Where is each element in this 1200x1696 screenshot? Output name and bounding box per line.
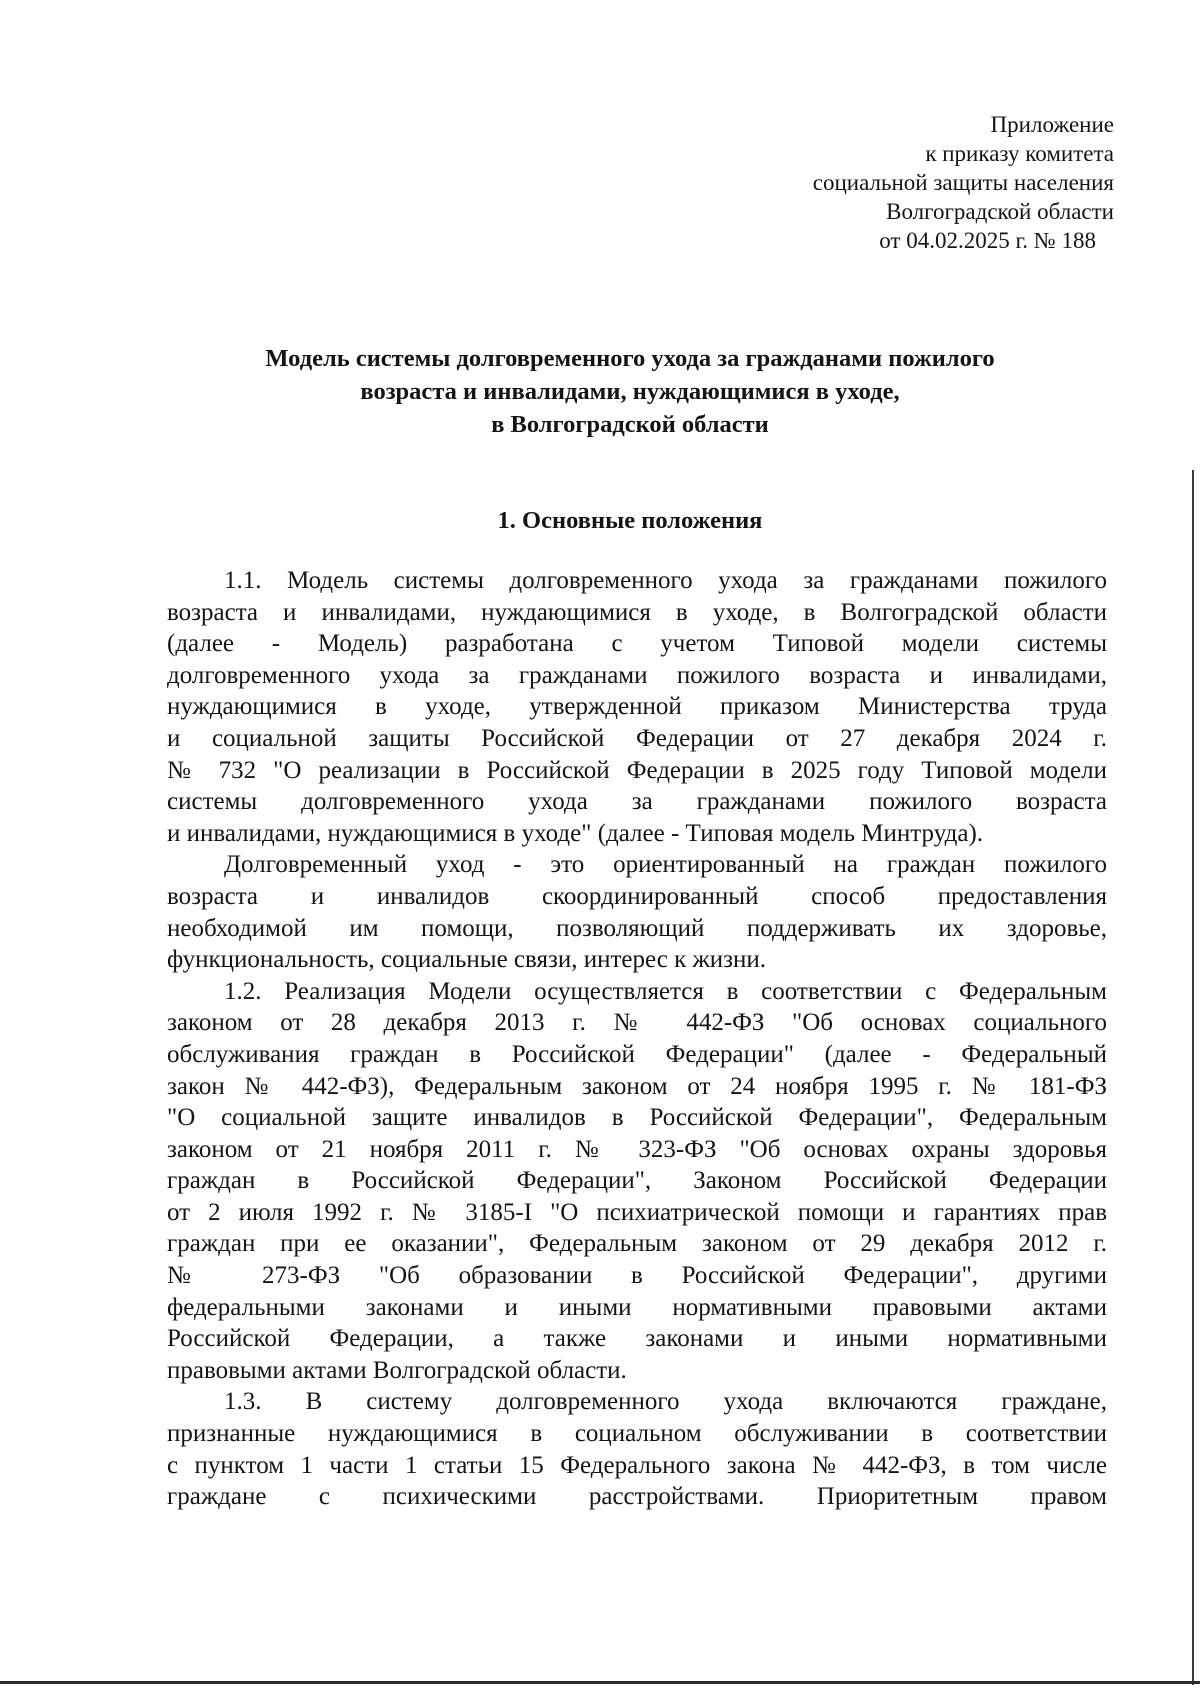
title-line: в Волгоградской области: [491, 411, 769, 438]
paragraph-line: системы долговременного ухода за гражданами пожилого возраста: [167, 788, 1107, 816]
paragraph-line: от 2 июля 1992 г. № 3185-I "О психиатрической помощи и гарантиях прав: [167, 1198, 1107, 1226]
paragraph-line: правовыми актами Волгоградской области.: [167, 1356, 627, 1384]
paragraph-line: обслуживания граждан в Российской Федерации" (далее - Федеральный: [167, 1040, 1107, 1068]
paragraph-line: граждан при ее оказании", Федеральным законом от 29 декабря 2012 г.: [167, 1230, 1107, 1258]
paragraph-line: граждане с психическими расстройствами. Приоритетным правом: [167, 1483, 1107, 1511]
appendix-header: [694, 110, 1114, 255]
paragraph-line: закон № 442-ФЗ), Федеральным законом от 24 ноября 1995 г. № 181-ФЗ: [167, 1072, 1107, 1100]
paragraph-line: "О социальной защите инвалидов в Российской Федерации", Федеральным: [167, 1104, 1107, 1132]
paragraph: [167, 1386, 1107, 1512]
appendix-line: Приложение: [990, 112, 1114, 137]
scan-bottom-line: [0, 1681, 1200, 1684]
paragraph-line: и социальной защиты Российской Федерации от 27 декабря 2024 г.: [167, 724, 1107, 752]
paragraph: [167, 565, 1107, 849]
paragraph-line: законом от 21 ноября 2011 г. № 323-ФЗ "Об основах охраны здоровья: [167, 1135, 1107, 1163]
paragraph-line: № 732 "О реализации в Российской Федерации в 2025 году Типовой модели: [167, 756, 1107, 784]
scan-edge-line: [1192, 470, 1194, 1685]
appendix-line: социальной защиты населения: [812, 170, 1114, 195]
paragraph-line: признанные нуждающимися в социальном обслуживании в соответствии: [167, 1420, 1107, 1448]
paragraph-line: функциональность, социальные связи, интерес к жизни.: [167, 946, 767, 974]
paragraph-line: № 273-ФЗ "Об образовании в Российской Федерации", другими: [167, 1262, 1107, 1290]
paragraph-line: (далее - Модель) разработана с учетом Типовой модели системы: [167, 630, 1107, 658]
paragraph-line: нуждающимися в уходе, утвержденной приказом Министерства труда: [167, 693, 1107, 721]
paragraph-line: 1.1. Модель системы долговременного ухода за гражданами пожилого: [224, 567, 1107, 594]
paragraph-line: и инвалидами, нуждающимися в уходе" (далее - Типовая модель Минтруда).: [167, 819, 984, 847]
paragraph-line: с пунктом 1 части 1 статьи 15 Федерального закона № 442-ФЗ, в том числе: [167, 1451, 1107, 1479]
paragraph-line: 1.3. В систему долговременного ухода включаются граждане,: [224, 1388, 1107, 1416]
title-line: возраста и инвалидами, нуждающимися в уходе,: [360, 378, 900, 405]
section-heading: 1. Основные положения: [497, 507, 763, 534]
paragraph-line: возраста и инвалидами, нуждающимися в уходе, в Волгоградской области: [167, 598, 1107, 626]
appendix-order-number: от 04.02.2025 г. № 188: [879, 228, 1096, 253]
title-line: Модель системы долговременного ухода за гражданами пожилого: [265, 345, 995, 372]
paragraph-line: федеральными законами и иными нормативными правовыми актами: [167, 1293, 1107, 1321]
paragraph-line: Долговременный уход - это ориентированный на граждан пожилого: [224, 851, 1107, 879]
paragraph: [167, 976, 1107, 1387]
paragraph-line: законом от 28 декабря 2013 г. № 442-ФЗ "Об основах социального: [167, 1009, 1107, 1037]
document-title: [160, 342, 1100, 441]
paragraph: [167, 849, 1107, 975]
paragraph-line: граждан в Российской Федерации", Законом Российской Федерации: [167, 1167, 1107, 1195]
paragraph-line: долговременного ухода за гражданами пожилого возраста и инвалидами,: [167, 661, 1107, 689]
paragraph-line: необходимой им помощи, позволяющий поддерживать их здоровье,: [167, 914, 1107, 942]
paragraph-line: Российской Федерации, а также законами и иными нормативными: [167, 1325, 1107, 1353]
appendix-line: к приказу комитета: [925, 141, 1114, 166]
document-body: [167, 565, 1107, 1513]
paragraph-line: 1.2. Реализация Модели осуществляется в соответствии с Федеральным: [224, 977, 1107, 1005]
appendix-line: Волгоградской области: [886, 199, 1114, 224]
paragraph-line: возраста и инвалидов скоординированный способ предоставления: [167, 882, 1107, 910]
